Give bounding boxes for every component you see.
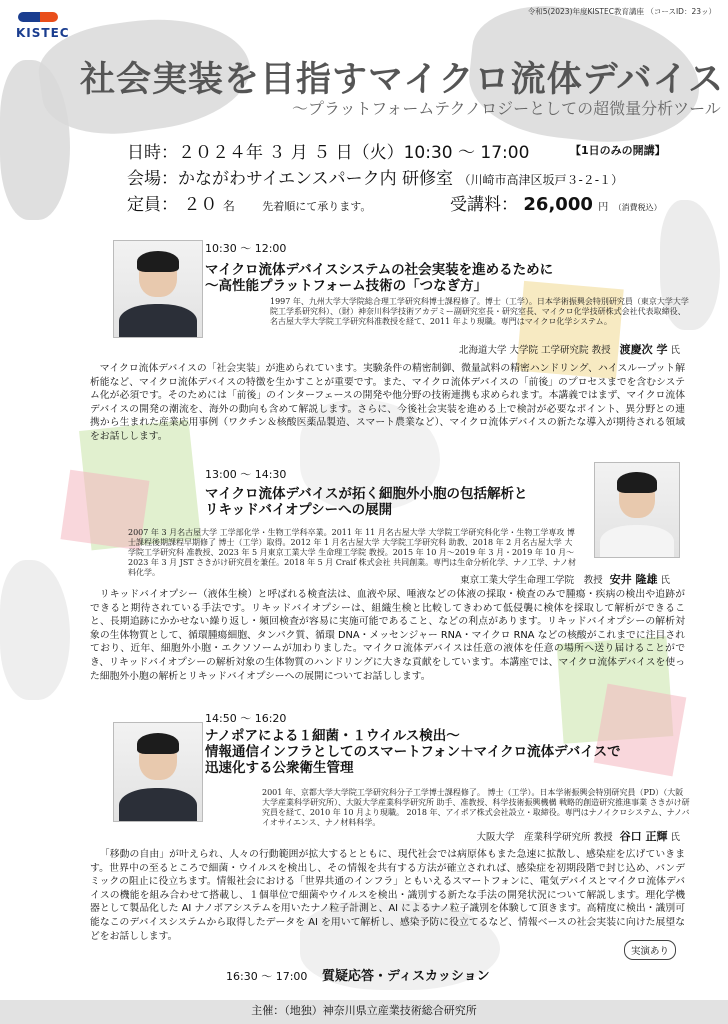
page-subtitle: ～プラットフォームテクノロジーとしての超微量分析ツール	[292, 99, 721, 118]
speaker-name: 安井 隆雄	[609, 573, 658, 586]
course-note: 令和5(2023)年度KISTEC教育講座 （コースID：23ッ）	[527, 7, 716, 16]
session-time: 14:50 ～ 16:20	[205, 712, 287, 725]
session-description: リキッドバイオプシー（液体生検）と呼ばれる検査法は、血液や尿、唾液などの体液の採取・検査のみで腫瘍・疾病の検出や追跡ができると期待されている手法です。リキッドバイオプシーは、組織生検と比較してきわめて低侵襲に検体を採取して解析ができること、長期追跡にかかせない繰り返し・頻回検査が容易に実施可能であること、などの利点があります。リキッドバイオプシーの解析対象の生体物質として、循環腫瘍細胞、タンパク質、循環 DNA・メッセンジャー RNA・マイクロ RNA などの核酸がこれまでに注目されており、近年、細胞外小胞・エクソソームが加わりました。マイクロ流体デバイスは任意の液体を任意の場所へ送り届けることができ、リキッドバイオプシーの解析対象の生体物質のハンドリングに大きな貢献をしています。本講座では、マイクロ流体デバイスを使った細胞外小胞の解析とリキッドバイオプシーへの展開についてお話しします。	[90, 589, 685, 682]
capacity-unit: 名	[222, 199, 235, 213]
speaker-photo-3	[113, 722, 203, 822]
fee-note: （消費税込）	[613, 203, 662, 212]
speaker-name: 谷口 正輝	[619, 830, 668, 843]
venue-label: 会場：かながわサイエンスパーク内 研修室	[127, 169, 454, 189]
closing-time: 16:30 ～ 17:00	[226, 970, 308, 983]
capacity-note: 先着順にて承ります。	[262, 200, 372, 213]
capacity-line	[127, 190, 371, 215]
fee-value: 26,000	[523, 194, 593, 215]
speaker-affiliation: 大阪大学 産業科学研究所 教授 谷口 正輝 氏	[476, 830, 680, 843]
speaker-bio: 2007 年 3 月名古屋大学 工学部化学・生物工学科卒業。2011 年 11 月名古屋大学 大学院工学研究科化学・生物工学専攻 博士課程後期課程早期修了 博士（工学）取得。2012 年 1 月名古屋大学 大学院工学研究科 助教、2018 年 2 月名古屋大学 大学院工学研究科 准教授、2023 年 5 月東京工業大学 生命理工学院 教授。2015 年 10 月～2019 年 3 月・2019 年 10 月～2023 年 3 月 JST さきがけ研究員を兼任。2018 年 5 月 Craif 株式会社 共同創業。専門は生命分析化学、ナノ工学、ナノ材料化学。	[128, 528, 577, 577]
kistec-logo-text: KISTEC	[16, 26, 70, 40]
speaker-bio: 2001 年、京都大学大学院工学研究科分子工学博士課程修了。 博士（工学）。日本学術振興会特別研究員（PD）（大阪大学産業科学研究所）、大阪大学産業科学研究所 助手、准教授、科学技術振興機構 戦略的創造研究推進事業 さきがけ研究員を経て、2010 年 10 月より現職。 2018 年、アイポア株式会社設立・取締役。専門はナノイクロシステム、ナノバイオサイエンス、ナノ材料科学。	[262, 788, 690, 827]
session-time: 10:30 ～ 12:00	[205, 242, 287, 255]
organizer: 主催：（地独）神奈川県立産業技術総合研究所	[251, 1004, 477, 1017]
session-description: 「移動の自由」が叶えられ、人々の行動範囲が拡大するとともに、現代社会では病原体もまた急速に拡散し、感染症を広げていきます。世界中の至るところで細菌・ウイルスを検出し、その情報を共有する方法が確立されれば、感染症を初期段階で封じ込め、パンデミックの阻止に役立ちます。情報社会における「世界共通のインフラ」ともいえるスマートフォンに、電気デバイスとマイクロ流体デバイスの機能を組み合わせて搭載し、１個単位で細菌やウイルスを検出・識別する新たな手法の開発状況について解説します。理化学機器として製品化した AI ナノポアシステムを用いたナノ粒子計測と、AI によるナノ粒子識別を体験して頂きます。高精度に検出・識別可能なこのデバイスシステムから取得したデータを AI を用いて解析し、感染予防に役立てるなど、情報ベースの社会実装に向けた展望などをお話しします。	[90, 849, 685, 942]
session-time: 13:00 ～ 14:30	[205, 468, 287, 481]
fee-label: 受講料：	[450, 195, 518, 215]
speaker-affiliation: 東京工業大学生命理工学院 教授 安井 隆雄 氏	[460, 573, 670, 586]
session-description: マイクロ流体デバイスの「社会実装」が進められています。実験条件の精密制御、微量試料の精密ハンドリング、ハイスループット解析能など、マイクロ流体デバイスの特徴を生かすことが重要です。また、マイクロ流体デバイスの「前後」のプロセスまでを含むシステム化が必須です。そのためには「前後」のインターフェースの開発や他分野の技術連携も求められます。本講義ではまず、マイクロ流体デバイスの開発の潮流を、海外の動向も含めて解説します。さらに、今後社会実装を進める上で検討が必要なポイント、異分野との連携から生まれた産業応用事例（ワクチン＆核酸医薬品製造、スマート農業など）、マイクロ流体デバイスの新たな導入が期待される領域をお話しします。	[90, 363, 685, 442]
page-title: 社会実装を目指すマイクロ流体デバイス	[80, 60, 725, 100]
decorative-brush	[0, 560, 70, 700]
venue-line	[127, 164, 623, 189]
session-title: マイクロ流体デバイスシステムの社会実装を進めるために ～高性能プラットフォーム技術の「つなぎ方」	[205, 262, 554, 294]
capacity-label: 定員：	[127, 195, 178, 215]
speaker-photo-1	[113, 240, 203, 338]
date-line	[127, 138, 529, 163]
speaker-bio: 1997 年、九州大学大学院総合理工学研究科博士課程修了。博士（工学）。日本学術振興会特別研究員（東京大学大学院工学系研究科）、（財）神奈川科学技術アカデミー副研究室長・研究室長、マイクロ化学技研株式会社代表取締役、名古屋大学大学院工学研究科准教授を経て、2011 年より現職。専門はマイクロ化学システム。	[270, 297, 689, 326]
speaker-photo-2	[594, 462, 680, 558]
session-title: マイクロ流体デバイスが拓く細胞外小胞の包括解析と リキッドバイオプシーへの展開	[205, 486, 528, 518]
closing-label: 質疑応答・ディスカッション	[322, 969, 490, 984]
capacity-value: ２０	[183, 195, 218, 215]
fee-line	[450, 190, 662, 215]
speaker-name: 渡慶次 学	[619, 343, 668, 356]
session-title: ナノポアによる１細菌・１ウイルス検出～ 情報通信インフラとしてのスマートフォン＋マイクロ流体デバイスで 迅速化する公衆衛生管理	[205, 728, 621, 776]
kistec-logo-mark	[18, 12, 58, 22]
date-note: 【1日のみの開講】	[570, 144, 666, 157]
date-text: 日時：２０２４年 ３ 月 ５ 日（火）10:30 ～ 17:00	[127, 143, 530, 163]
speaker-affiliation: 北海道大学 大学院 工学研究院 教授 渡慶次 学 氏	[459, 343, 680, 356]
venue-address: （川崎市高津区坂戸３-２-１）	[458, 173, 624, 187]
fee-unit: 円	[598, 202, 609, 213]
demo-badge: 実演あり	[624, 940, 676, 960]
